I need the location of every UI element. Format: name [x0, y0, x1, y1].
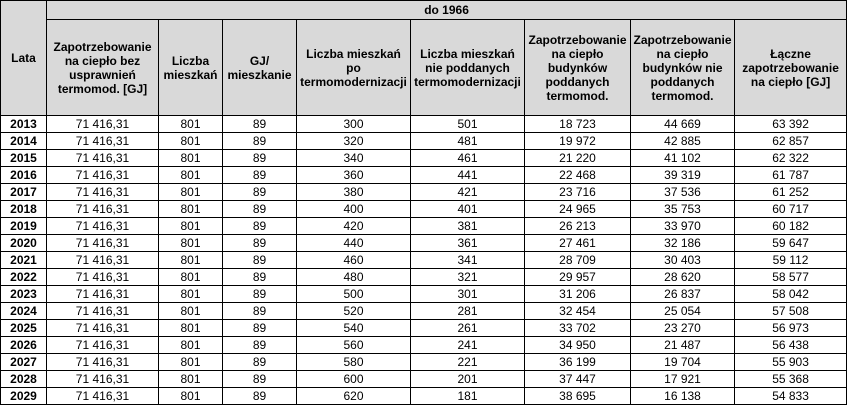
cell-demand-not: 33 970	[631, 218, 735, 235]
header-col-demand-base: Zapotrzebowanie na ciepło bez usprawnień termomod. [GJ]	[47, 20, 159, 116]
cell-flats-not: 461	[411, 150, 525, 167]
cell-flats-after: 520	[297, 303, 411, 320]
header-group-row	[1, 1, 847, 20]
row-year: 2024	[1, 303, 47, 320]
cell-demand-after: 26 213	[525, 218, 631, 235]
cell-demand-after: 31 206	[525, 286, 631, 303]
cell-flats-not: 321	[411, 269, 525, 286]
cell-flats-after: 500	[297, 286, 411, 303]
cell-flats-not: 301	[411, 286, 525, 303]
cell-demand-base: 71 416,31	[47, 116, 159, 133]
cell-gj-per-flat: 89	[223, 286, 297, 303]
cell-demand-base: 71 416,31	[47, 184, 159, 201]
table-row	[1, 184, 847, 201]
cell-flats-not: 221	[411, 354, 525, 371]
cell-demand-after: 38 695	[525, 388, 631, 405]
cell-demand-not: 44 669	[631, 116, 735, 133]
cell-demand-not: 21 487	[631, 337, 735, 354]
table-row	[1, 252, 847, 269]
cell-gj-per-flat: 89	[223, 388, 297, 405]
cell-gj-per-flat: 89	[223, 235, 297, 252]
table-row	[1, 167, 847, 184]
table-row	[1, 320, 847, 337]
cell-demand-not: 30 403	[631, 252, 735, 269]
cell-flats-after: 620	[297, 388, 411, 405]
cell-demand-after: 27 461	[525, 235, 631, 252]
cell-flats-not: 401	[411, 201, 525, 218]
cell-flats-after: 420	[297, 218, 411, 235]
cell-flats: 801	[159, 218, 223, 235]
header-col-flats-after: Liczba mieszkań po termomodernizacji	[297, 20, 411, 116]
cell-total: 57 508	[735, 303, 847, 320]
cell-flats: 801	[159, 167, 223, 184]
cell-demand-not: 37 536	[631, 184, 735, 201]
cell-total: 55 368	[735, 371, 847, 388]
cell-flats-not: 241	[411, 337, 525, 354]
cell-demand-not: 26 837	[631, 286, 735, 303]
cell-demand-not: 17 921	[631, 371, 735, 388]
row-year: 2019	[1, 218, 47, 235]
cell-flats-not: 381	[411, 218, 525, 235]
cell-demand-base: 71 416,31	[47, 252, 159, 269]
cell-flats-after: 380	[297, 184, 411, 201]
table-row	[1, 133, 847, 150]
cell-gj-per-flat: 89	[223, 184, 297, 201]
cell-flats-after: 540	[297, 320, 411, 337]
cell-flats: 801	[159, 388, 223, 405]
row-year: 2023	[1, 286, 47, 303]
cell-gj-per-flat: 89	[223, 218, 297, 235]
table-row	[1, 150, 847, 167]
cell-total: 56 973	[735, 320, 847, 337]
cell-flats-after: 560	[297, 337, 411, 354]
table-row	[1, 116, 847, 133]
header-col-flats-not: Liczba mieszkań nie poddanych termomodernizacji	[411, 20, 525, 116]
cell-demand-after: 32 454	[525, 303, 631, 320]
cell-gj-per-flat: 89	[223, 354, 297, 371]
cell-gj-per-flat: 89	[223, 371, 297, 388]
cell-demand-not: 35 753	[631, 201, 735, 218]
header-col-gj-per-flat: GJ/ mieszkanie	[223, 20, 297, 116]
cell-flats-after: 340	[297, 150, 411, 167]
cell-demand-not: 39 319	[631, 167, 735, 184]
cell-flats: 801	[159, 133, 223, 150]
cell-total: 58 042	[735, 286, 847, 303]
table-row	[1, 388, 847, 405]
row-year: 2014	[1, 133, 47, 150]
cell-flats-not: 201	[411, 371, 525, 388]
cell-demand-after: 22 468	[525, 167, 631, 184]
row-year: 2025	[1, 320, 47, 337]
table-row	[1, 235, 847, 252]
cell-flats-after: 480	[297, 269, 411, 286]
cell-gj-per-flat: 89	[223, 150, 297, 167]
row-year: 2021	[1, 252, 47, 269]
row-year: 2029	[1, 388, 47, 405]
cell-demand-not: 25 054	[631, 303, 735, 320]
cell-flats-not: 501	[411, 116, 525, 133]
header-group-label: do 1966	[47, 1, 847, 20]
cell-demand-after: 21 220	[525, 150, 631, 167]
cell-total: 60 182	[735, 218, 847, 235]
cell-demand-base: 71 416,31	[47, 133, 159, 150]
cell-flats-after: 440	[297, 235, 411, 252]
cell-flats: 801	[159, 252, 223, 269]
cell-demand-not: 16 138	[631, 388, 735, 405]
cell-flats-after: 580	[297, 354, 411, 371]
header-col-flats: Liczba mieszkań	[159, 20, 223, 116]
row-year: 2013	[1, 116, 47, 133]
cell-demand-after: 24 965	[525, 201, 631, 218]
cell-total: 55 903	[735, 354, 847, 371]
cell-flats-after: 460	[297, 252, 411, 269]
row-year: 2018	[1, 201, 47, 218]
cell-flats-after: 600	[297, 371, 411, 388]
cell-demand-after: 28 709	[525, 252, 631, 269]
cell-flats-not: 361	[411, 235, 525, 252]
cell-demand-base: 71 416,31	[47, 201, 159, 218]
cell-demand-after: 33 702	[525, 320, 631, 337]
row-year: 2028	[1, 371, 47, 388]
header-col-demand-not: Zapotrzebowanie na ciepło budynków nie poddanych termomod.	[631, 20, 735, 116]
table-body	[1, 116, 847, 405]
cell-flats: 801	[159, 235, 223, 252]
cell-total: 62 322	[735, 150, 847, 167]
cell-flats-not: 421	[411, 184, 525, 201]
cell-total: 63 392	[735, 116, 847, 133]
cell-demand-not: 32 186	[631, 235, 735, 252]
row-year: 2015	[1, 150, 47, 167]
cell-demand-not: 41 102	[631, 150, 735, 167]
cell-demand-after: 37 447	[525, 371, 631, 388]
cell-flats-not: 441	[411, 167, 525, 184]
cell-flats: 801	[159, 116, 223, 133]
row-year: 2017	[1, 184, 47, 201]
cell-gj-per-flat: 89	[223, 269, 297, 286]
cell-demand-base: 71 416,31	[47, 150, 159, 167]
cell-gj-per-flat: 89	[223, 252, 297, 269]
row-year: 2020	[1, 235, 47, 252]
cell-gj-per-flat: 89	[223, 133, 297, 150]
cell-demand-base: 71 416,31	[47, 337, 159, 354]
cell-flats: 801	[159, 320, 223, 337]
cell-total: 60 717	[735, 201, 847, 218]
cell-flats: 801	[159, 184, 223, 201]
row-year: 2016	[1, 167, 47, 184]
cell-flats-after: 360	[297, 167, 411, 184]
header-col-total: Łączne zapotrzebowanie na ciepło [GJ]	[735, 20, 847, 116]
cell-demand-not: 28 620	[631, 269, 735, 286]
cell-demand-after: 36 199	[525, 354, 631, 371]
cell-flats: 801	[159, 286, 223, 303]
cell-flats: 801	[159, 337, 223, 354]
cell-total: 61 787	[735, 167, 847, 184]
cell-flats: 801	[159, 371, 223, 388]
table-row	[1, 286, 847, 303]
cell-gj-per-flat: 89	[223, 201, 297, 218]
cell-flats-not: 341	[411, 252, 525, 269]
cell-gj-per-flat: 89	[223, 303, 297, 320]
table-row	[1, 303, 847, 320]
row-year: 2022	[1, 269, 47, 286]
table-row	[1, 218, 847, 235]
cell-flats-after: 300	[297, 116, 411, 133]
header-columns-row	[1, 20, 847, 116]
cell-flats: 801	[159, 201, 223, 218]
cell-demand-base: 71 416,31	[47, 218, 159, 235]
cell-total: 58 577	[735, 269, 847, 286]
cell-demand-after: 19 972	[525, 133, 631, 150]
header-lata: Lata	[1, 1, 47, 116]
cell-flats: 801	[159, 303, 223, 320]
cell-total: 61 252	[735, 184, 847, 201]
cell-demand-base: 71 416,31	[47, 235, 159, 252]
cell-flats: 801	[159, 150, 223, 167]
row-year: 2027	[1, 354, 47, 371]
cell-demand-base: 71 416,31	[47, 354, 159, 371]
cell-demand-base: 71 416,31	[47, 269, 159, 286]
cell-total: 59 112	[735, 252, 847, 269]
cell-flats-after: 320	[297, 133, 411, 150]
cell-flats-not: 281	[411, 303, 525, 320]
table-row	[1, 371, 847, 388]
row-year: 2026	[1, 337, 47, 354]
cell-demand-after: 34 950	[525, 337, 631, 354]
cell-flats-not: 481	[411, 133, 525, 150]
cell-flats: 801	[159, 354, 223, 371]
table-row	[1, 201, 847, 218]
cell-gj-per-flat: 89	[223, 167, 297, 184]
cell-flats-not: 261	[411, 320, 525, 337]
cell-total: 56 438	[735, 337, 847, 354]
table-row	[1, 337, 847, 354]
cell-demand-not: 23 270	[631, 320, 735, 337]
cell-flats-not: 181	[411, 388, 525, 405]
table-row	[1, 354, 847, 371]
cell-gj-per-flat: 89	[223, 337, 297, 354]
cell-total: 59 647	[735, 235, 847, 252]
cell-total: 62 857	[735, 133, 847, 150]
table-row	[1, 269, 847, 286]
header-col-demand-after: Zapotrzebowanie na ciepło budynków poddanych termomod.	[525, 20, 631, 116]
cell-total: 54 833	[735, 388, 847, 405]
cell-demand-base: 71 416,31	[47, 303, 159, 320]
cell-demand-after: 18 723	[525, 116, 631, 133]
cell-demand-base: 71 416,31	[47, 167, 159, 184]
cell-demand-after: 23 716	[525, 184, 631, 201]
cell-demand-after: 29 957	[525, 269, 631, 286]
cell-demand-base: 71 416,31	[47, 320, 159, 337]
cell-gj-per-flat: 89	[223, 320, 297, 337]
cell-demand-base: 71 416,31	[47, 286, 159, 303]
cell-flats-after: 400	[297, 201, 411, 218]
cell-demand-not: 19 704	[631, 354, 735, 371]
cell-demand-not: 42 885	[631, 133, 735, 150]
cell-flats: 801	[159, 269, 223, 286]
cell-demand-base: 71 416,31	[47, 388, 159, 405]
cell-gj-per-flat: 89	[223, 116, 297, 133]
cell-demand-base: 71 416,31	[47, 371, 159, 388]
